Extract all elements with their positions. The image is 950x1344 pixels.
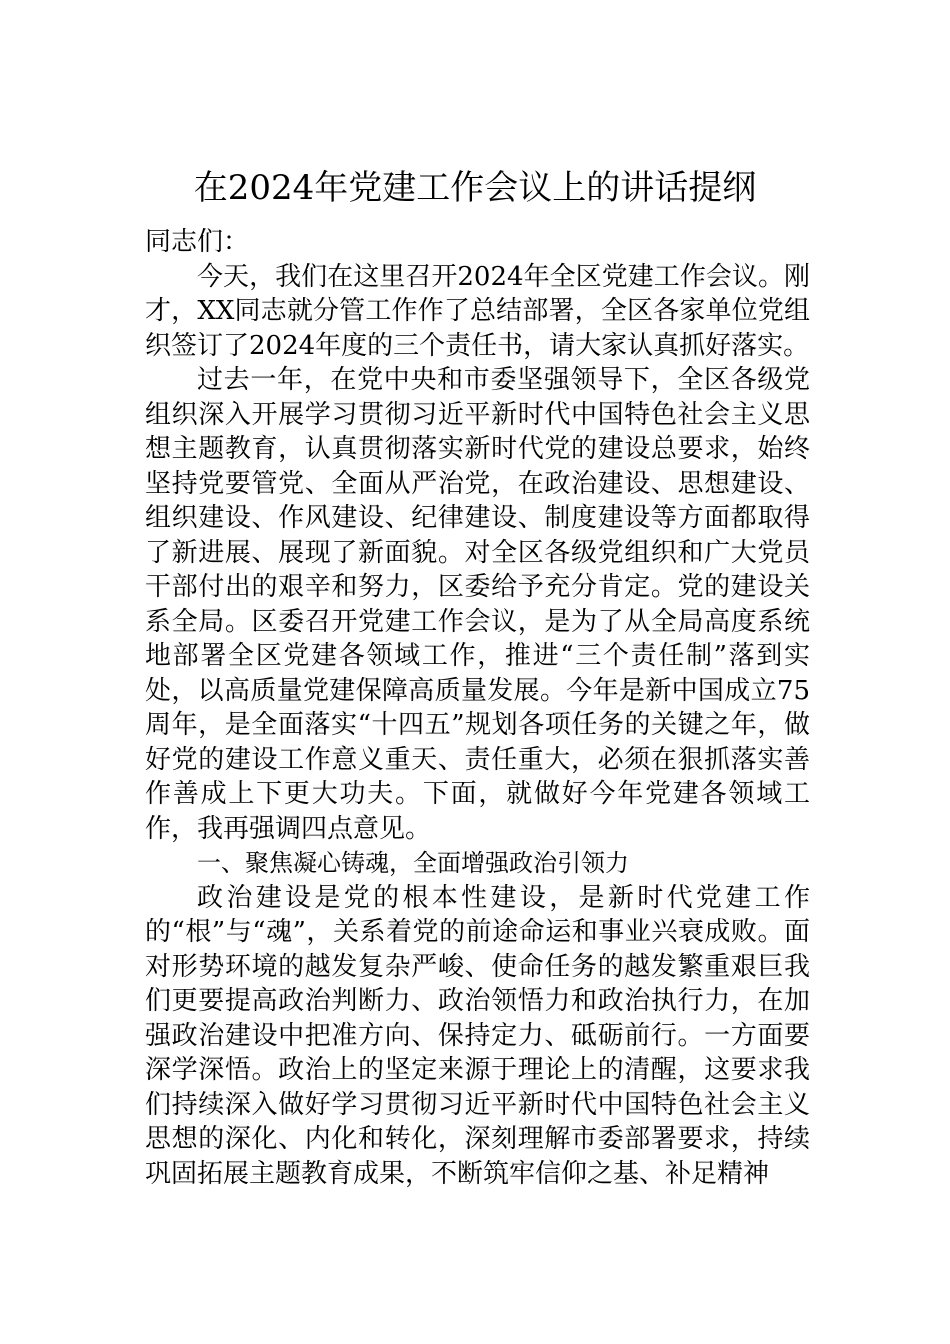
paragraph-review: 过去一年，在党中央和市委坚强领导下，全区各级党组织深入开展学习贯彻习近平新时代中国特色社会主义思想主题教育，认真贯彻落实新时代党的建设总要求，始终坚持党要管党、全面从严治党，在政治建设、思想建设、组织建设、作风建设、纪律建设、制度建设等方面都取得了新进展、展现了新面貌。对全区各级党组织和广大党员干部付出的艰辛和努力，区委给予充分肯定。党的建设关系全局。区委召开党建工作会议，是为了从全局高度系统地部署全区党建各领域工作，推进“三个责任制”落到实处，以高质量党建保障高质量发展。今年是新中国成立75周年，是全面落实“十四五”规划各项任务的关键之年，做好党的建设工作意义重天、责任重大，必须在狠抓落实善作善成上下更大功夫。下面，就做好今年党建各领域工作，我再强调四点意见。 bbox=[145, 365, 810, 844]
paragraph-section-one: 政治建设是党的根本性建设，是新时代党建工作的“根”与“魂”，关系着党的前途命运和事业兴衰成败。面对形势环境的越发复杂严峻、使命任务的越发繁重艰巨我们更要提高政治判断力、政治领悟力和政治执行力，在加强政治建设中把准方向、保持定力、砥砺前行。一方面要深学深悟。政治上的坚定来源于理论上的清醒，这要求我们持续深入做好学习贯彻习近平新时代中国特色社会主义思想的深化、内化和转化，深刻理解市委部署要求，持续巩固拓展主题教育成果，不断筑牢信仰之基、补足精神 bbox=[145, 882, 810, 1189]
salutation: 同志们： bbox=[145, 227, 250, 257]
document-title: 在2024年党建工作会议上的讲话提纲 bbox=[193, 168, 757, 208]
section-heading: 一、聚焦凝心铸魂，全面增强政治引领力 bbox=[197, 849, 629, 877]
document-body bbox=[145, 225, 810, 1191]
paragraph-opening: 今天，我们在这里召开2024年全区党建工作会议。刚才，XX同志就分管工作作了总结部署，全区各家单位党组织签订了2024年度的三个责任书，请大家认真抓好落实。 bbox=[145, 261, 810, 361]
